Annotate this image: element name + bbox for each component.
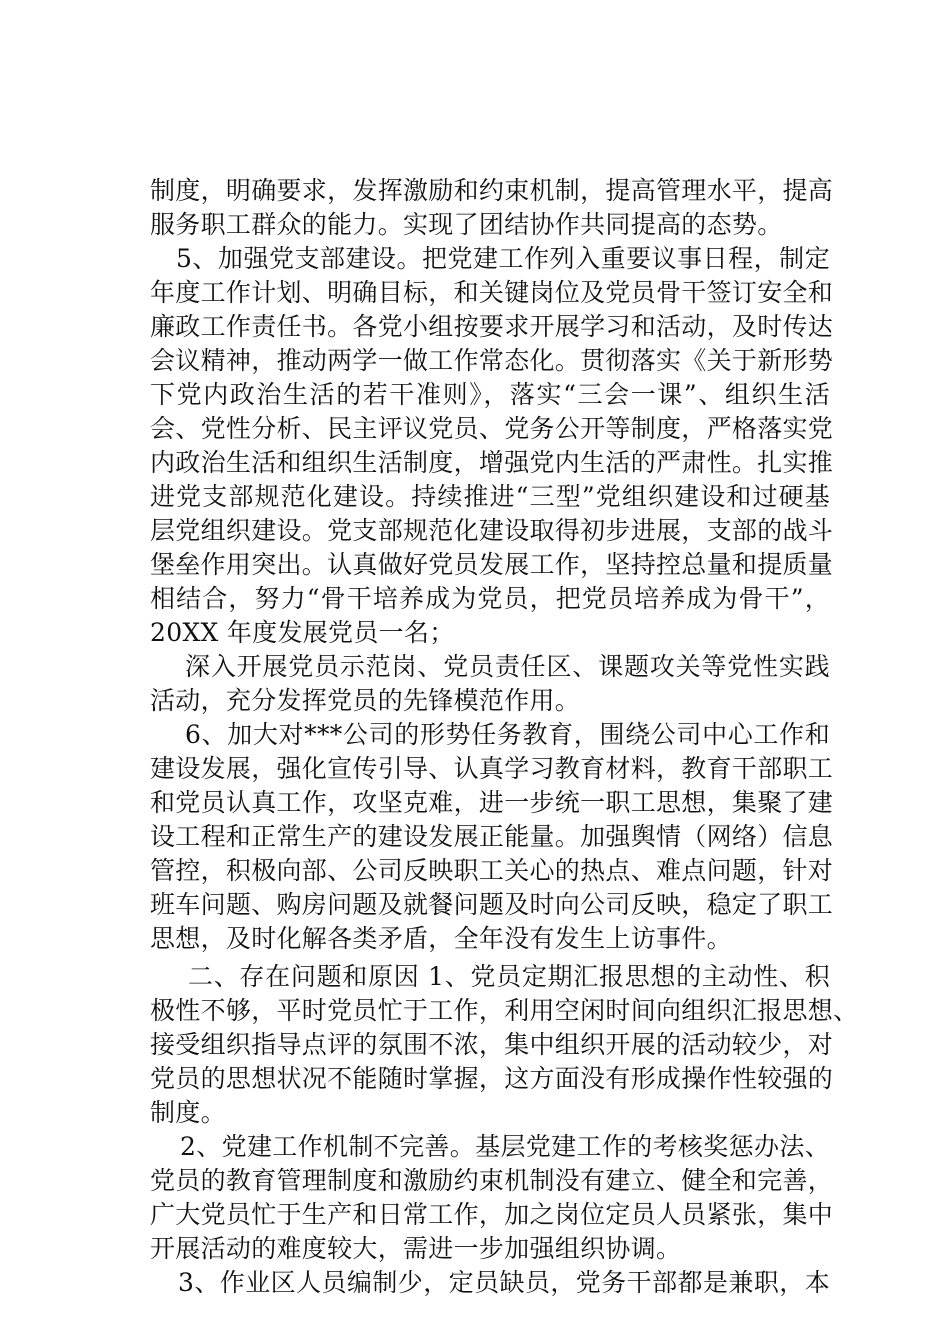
text-line: 党员的思想状况不能随时掌握，这方面没有形成操作性较强的 <box>150 1064 834 1093</box>
text-line: 会议精神，推动两学一做工作常态化。贯彻落实《关于新形势 <box>150 346 834 375</box>
text-line: 班车问题、购房问题及就餐问题及时向公司反映，稳定了职工 <box>150 890 834 919</box>
text-line: 开展活动的难度较大，需进一步加强组织协调。 <box>150 1234 682 1263</box>
text-line: 接受组织指导点评的氛围不浓，集中组织开展的活动较少，对 <box>150 1030 834 1059</box>
text-line: 党员的教育管理制度和激励约束机制没有建立、健全和完善， <box>150 1166 834 1195</box>
text-line: 6、加大对***公司的形势任务教育，围绕公司中心工作和 <box>185 720 830 749</box>
text-line: 3、作业区人员编制少，定员缺员，党务干部都是兼职，本 <box>178 1268 830 1297</box>
text-line: 和党员认真工作，攻坚克难，进一步统一职工思想，集聚了建 <box>150 788 834 817</box>
text-line: 思想，及时化解各类矛盾，全年没有发生上访事件。 <box>150 924 732 953</box>
text-line: 广大党员忙于生产和日常工作，加之岗位定员人员紧张，集中 <box>150 1200 834 1229</box>
text-line: 建设发展，强化宣传引导、认真学习教育材料，教育干部职工 <box>150 754 834 783</box>
text-line: 层党组织建设。党支部规范化建设取得初步进展，支部的战斗 <box>150 516 834 545</box>
text-line: 制度。 <box>150 1098 226 1127</box>
text-line: 20XX 年度发展党员一名； <box>150 618 455 647</box>
text-line: 2、党建工作机制不完善。基层党建工作的考核奖惩办法、 <box>180 1132 830 1161</box>
text-line: 管控，积极向部、公司反映职工关心的热点、难点问题，针对 <box>150 856 834 885</box>
text-line: 设工程和正常生产的建设发展正能量。加强舆情（网络）信息 <box>150 822 834 851</box>
text-line: 年度工作计划、明确目标，和关键岗位及党员骨干签订安全和 <box>150 278 834 307</box>
text-line: 二、存在问题和原因 1、党员定期汇报思想的主动性、积 <box>188 962 830 991</box>
text-line: 廉政工作责任书。各党小组按要求开展学习和活动，及时传达 <box>150 312 834 341</box>
text-line: 会、党性分析、民主评议党员、党务公开等制度，严格落实党 <box>150 414 834 443</box>
text-line: 制度，明确要求，发挥激励和约束机制，提高管理水平，提高 <box>150 176 834 205</box>
text-line: 5、加强党支部建设。把党建工作列入重要议事日程，制定 <box>176 244 830 273</box>
text-line: 堡垒作用突出。认真做好党员发展工作，坚持控总量和提质量 <box>150 550 834 579</box>
text-line: 进党支部规范化建设。持续推进“三型”党组织建设和过硬基 <box>150 482 830 511</box>
text-line: 服务职工群众的能力。实现了团结协作共同提高的态势。 <box>150 210 783 239</box>
text-line: 下党内政治生活的若干准则》，落实“三会一课”、组织生活 <box>150 380 830 409</box>
text-line: 活动，充分发挥党员的先锋模范作用。 <box>150 686 581 715</box>
text-line: 深入开展党员示范岗、党员责任区、课题攻关等党性实践 <box>185 652 830 681</box>
text-line: 极性不够，平时党员忙于工作，利用空闲时间向组织汇报思想、 <box>150 996 859 1025</box>
text-line: 相结合，努力“骨干培养成为党员，把党员培养成为骨干”， <box>150 584 830 613</box>
text-line: 内政治生活和组织生活制度，增强党内生活的严肃性。扎实推 <box>150 448 834 477</box>
